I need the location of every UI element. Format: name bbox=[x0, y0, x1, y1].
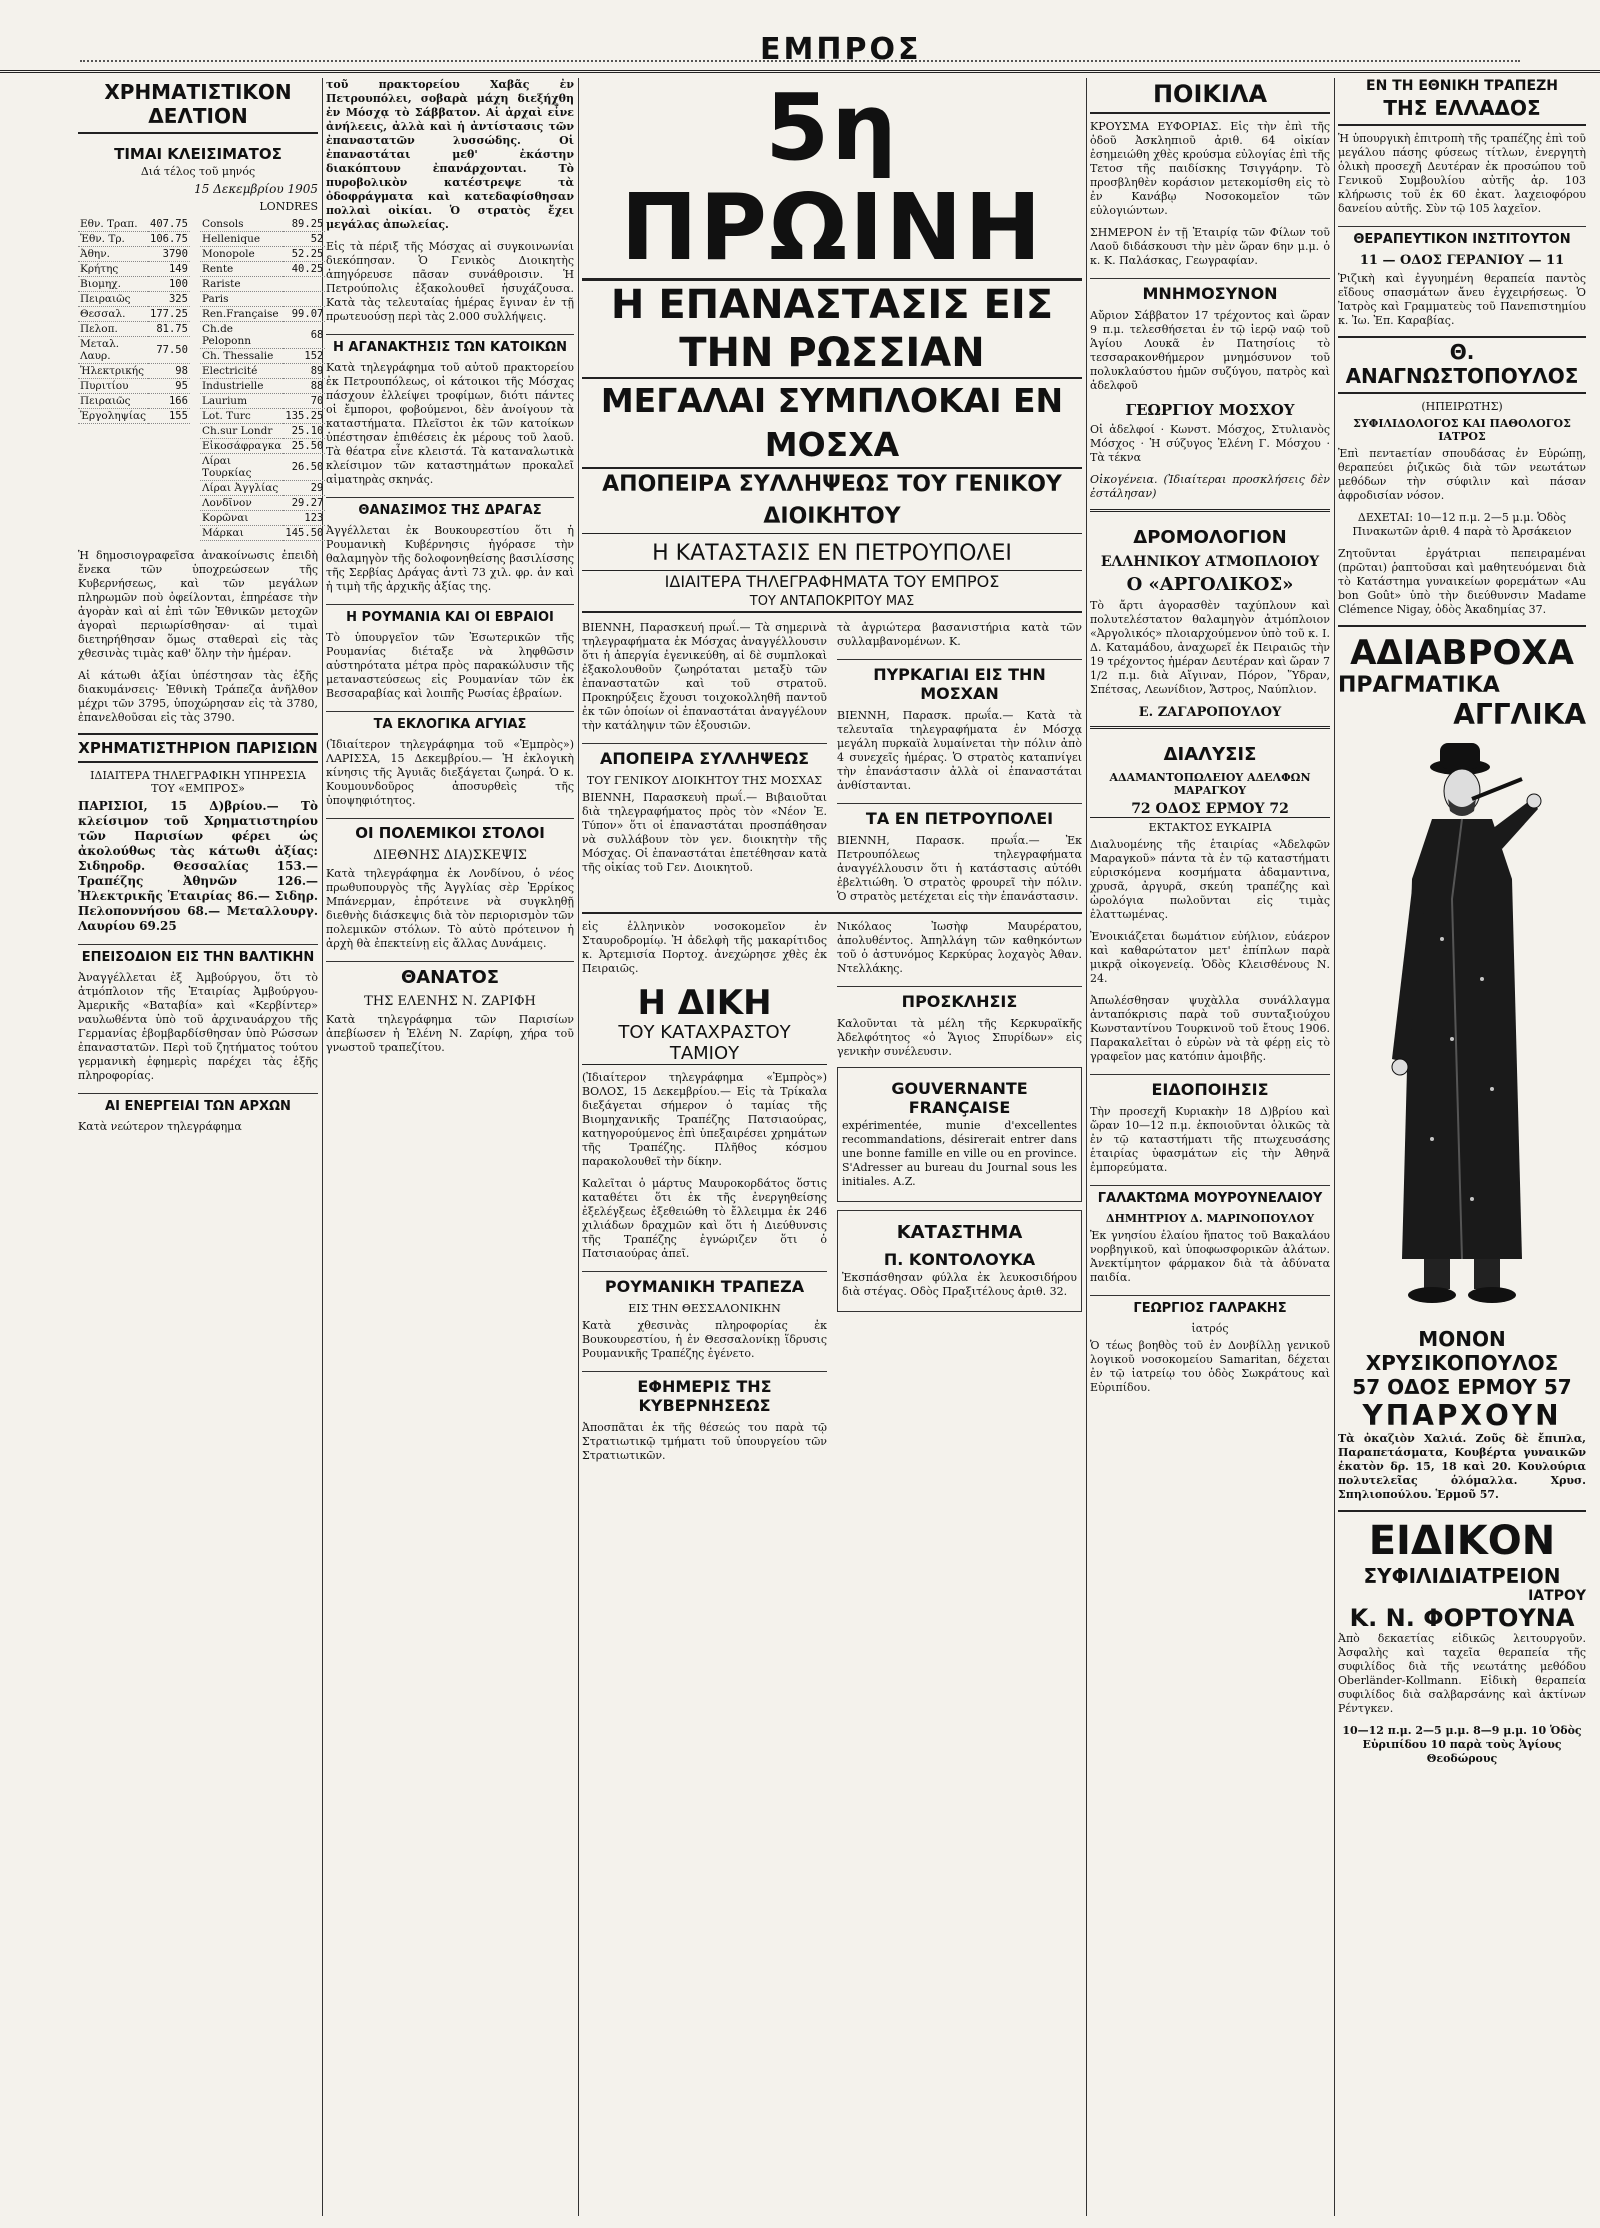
quote-name: Ἐθν. Τρ. bbox=[78, 232, 148, 247]
quote-row bbox=[200, 322, 325, 349]
quote-name: Λίραι Ἀγγλίας bbox=[200, 481, 283, 496]
memorial-end: Οἰκογένεια. (Ἰδιαίτεραι προσκλήσεις δὲν ἐστάλησαν) bbox=[1090, 473, 1330, 500]
gazette-body: Ἀποσπᾶται ἐκ τῆς θέσεώς του παρὰ τῷ Στρατιωτικῷ τμήματι τοῦ ὑπουργείου τῶν Στρατιωτικῶν. bbox=[582, 1421, 827, 1462]
quote-row bbox=[200, 496, 325, 511]
dissolution-heading: ΔΙΑΛΥΣΙΣ bbox=[1163, 744, 1257, 765]
quote-name: Βιομηχ. bbox=[78, 277, 148, 292]
institute-body: Ῥιζικὴ καὶ ἐγγυημένη θεραπεία παντὸς εἴδους σπασμάτων ἄνευ ἐγχειρήσεως. Ὁ Ἰατρὸς καὶ Γραμματεὺς τοῦ Πανεπιστημίου κ. Ἰω. Ἐπ. Καραβίας. bbox=[1338, 272, 1586, 327]
column-rule bbox=[578, 78, 579, 2216]
quote-value: 100 bbox=[148, 277, 190, 292]
coat-ad-body: Τὰ ὀκαζιὸν Χαλιά. Ζοῦς δὲ ἔπιπλα, Παραπετάσματα, Κουβέρτα γυναικῶν ἑκατὸν δρ. 15, 18 καὶ 20. Κουλούρια πολυτελεῖας ὁλόμαλλα. Χρυσ. Σπηλιοπούλου. Ἑρμοῦ 57. bbox=[1338, 1432, 1586, 1501]
milk-heading: ΓΑΛΑΚΤΩΜΑ ΜΟΥΡΟΥΝΕΛΑΙΟΥ bbox=[1090, 1185, 1330, 1206]
doctor-ad-heading: Θ. ΑΝΑΓΝΩΣΤΟΠΟΥΛΟΣ bbox=[1338, 336, 1586, 394]
quote-name: Ren.Française bbox=[200, 307, 283, 322]
quotes-left-table bbox=[78, 217, 190, 424]
quote-name: Θεσσαλ. bbox=[78, 307, 148, 322]
fire-body: ΒΙΕΝΝΗ, Παρασκ. πρωΐα.— Κατὰ τὰ τελευταῖα τηλεγραφήματα ἐν Μόσχᾳ μεγάλη πυρκαϊὰ λυμαίνεται τὴν πόλιν ἀπὸ 4 συνεχεῖς ἡμέρας. Ὁ στρατὸς καταπνίγει τὴν ἐπανάστασιν ἀλλὰ οἱ ἐπαναστάται ἀνθίστανται. bbox=[837, 709, 1082, 792]
divider bbox=[1090, 509, 1330, 512]
quote-value: 106.75 bbox=[150, 233, 188, 245]
quote-value: 81.75 bbox=[148, 322, 190, 337]
bourse-date: 15 Δεκεμβρίου 1905 bbox=[194, 182, 318, 196]
column-3 bbox=[582, 74, 1082, 2216]
quote-name: Λονδῖνον bbox=[200, 496, 283, 511]
lead-columns bbox=[582, 621, 1082, 912]
dissolution-tag: ΕΚΤΑΚΤΟΣ ΕΥΚΑΙΡΙΑ bbox=[1148, 821, 1272, 834]
agia-body: (Ἰδιαίτερον τηλεγράφημα τοῦ «Ἐμπρὸς») ΛΑΡΙΣΣΑ, 15 Δεκεμβρίου.— Ἡ ἐκλογικὴ κίνησις τῆς Ἀγυιᾶς διεξάγεται ζωηρά. Ὁ κ. Κουμουνδοῦρος ἀποσυρθεὶς τῆς ὑποψηφιότητος. bbox=[326, 738, 574, 807]
coat-ad-address: 57 ΟΔΟΣ ΕΡΜΟΥ 57 bbox=[1352, 1375, 1572, 1399]
memorial-name: ΓΕΩΡΓΙΟΥ ΜΟΣΧΟΥ bbox=[1125, 401, 1295, 419]
column-2 bbox=[326, 78, 574, 2216]
lead-deck: Η ΚΑΤΑΣΤΑΣΙΣ ΕΝ ΠΕΤΡΟΥΠΟΛΕΙ bbox=[582, 538, 1082, 571]
quote-row bbox=[200, 217, 325, 232]
authorities-heading: ΑΙ ΕΝΕΡΓΕΙΑΙ ΤΩΝ ΑΡΧΩΝ bbox=[78, 1093, 318, 1114]
quote-row bbox=[200, 379, 325, 394]
doctor-heading: ΓΕΩΡΓΙΟΣ ΓΑΛΡΑΚΗΣ bbox=[1090, 1295, 1330, 1316]
attempt-body: ΒΙΕΝΝΗ, Παρασκευὴ πρωΐ.— Βιβαιοῦται διὰ τηλεγραφήματος πρὸς τὸν «Νέον Ἐ. Τύπον» ὅτι οἱ ἐπαναστάται προσπάθησαν νὰ συλλάβουν τὸν γεν. διοικητὴν τῆς Μόσχας. Οἱ ἐπαναστάται ἐπετέθησαν κατὰ τῆς οἰκίας τοῦ Γεν. Διοικητοῦ. bbox=[582, 791, 827, 874]
misc-body: ΚΡΟΥΣΜΑ ΕΥΦΟΡΙΑΣ. Εἰς τὴν ἐπὶ τῆς ὁδοῦ Ἀσκληπιοῦ ἀριθ. 64 οἰκίαν ἐσημειώθη χθὲς κρούσμα εὐλογίας ἐπὶ τῆς Τετοσ τῆς παιδίσκης Τσιγγάρην. Τὸ προσβληθὲν κοράσιον μετεκομίσθη εἰς τὸ ἐν Κανάβῳ Νοσοκομεῖον τῶν εὐλογιώντων. bbox=[1090, 120, 1330, 217]
quote-name: Monopole bbox=[200, 247, 283, 262]
notices-body: Τὴν προσεχῆ Κυριακὴν 18 Δ)βρίου καὶ ὥραν 10—12 π.μ. ἐκποιοῦνται ὁλικῶς τὰ ἐν τῷ καταστήματι τῆς πτωχευσάσης ἑταιρίας ὑφασμάτων εἰς τὴν Ἀθηνᾶ ἐμπορεύματα. bbox=[1090, 1105, 1330, 1174]
quote-name: Κρήτης bbox=[78, 262, 148, 277]
clinic-body: Ἀπὸ δεκαετίας εἰδικῶς λειτουργοῦν. Ἀσφαλὴς καὶ ταχεῖα θεραπεία τῆς συφιλίδος διὰ τῆς νεωτάτης μεθόδου Oberländer-Kollmann. Εἰδικὴ θεραπεία συφιλίδος διὰ σαλβαρσάνης καὶ ἀκτίνων Ρέντγκεν. bbox=[1338, 1632, 1586, 1715]
column-5 bbox=[1338, 78, 1586, 2216]
quote-value: 29.27 bbox=[283, 496, 325, 511]
draga-heading: ΘΑΝΑΣΙΜΟΣ ΤΗΣ ΔΡΑΓΑΣ bbox=[326, 497, 574, 518]
bank-ad-heading: ΕΝ ΤΗ ΕΘΝΙΚΗ ΤΡΑΠΕΖΗ bbox=[1366, 78, 1558, 94]
quote-value: 40.25 bbox=[283, 262, 325, 277]
lead-body: ΒΙΕΝΝΗ, Παρασκευή πρωΐ.— Τὰ σημερινὰ τηλεγραφήματα ἐκ Μόσχας ἀναγγέλλουσιν ὅτι ἡ ἀπεργία ἐγενικεύθη, αἱ δὲ συμπλοκαὶ ἐξακολουθοῦν ζωηρόταται μεταξὺ τῶν ἐπαναστατῶν καὶ τοῦ στρατοῦ. Προκηρύξεις ἔχουσι τοιχοκολληθῆ παντοῦ ἐκ τῶν ὁποίων οἱ ἐπαναστάται ἀναγγέλουν τὴν κατάληψιν τῶν ἐξουσιῶν. bbox=[582, 621, 827, 732]
quote-value: 407.75 bbox=[150, 218, 188, 230]
quote-value: 26.50 bbox=[283, 454, 325, 481]
doctor-role: ἰατρός bbox=[1191, 1322, 1229, 1335]
quote-name: Ἠλεκτρικής bbox=[78, 364, 148, 379]
fleets-body: Κατὰ τηλεγράφημα ἐκ Λονδίνου, ὁ νέος πρωθυπουργὸς τῆς Ἀγγλίας σὲρ Ἐρρίκος Μπάνερμαν, ἐπρότεινε νὰ συγκληθῇ διεθνὴς διάσκεψις διὰ τὸν περιορισμὸν τῶν πολεμικῶν στόλων. Τὸ αὐτὸ πρότεινον ἠ ἀρχὴ θὰ ἐπεκτείνῃ εἰς ἄλλας Δυνάμεις. bbox=[326, 867, 574, 950]
quote-value: 177.25 bbox=[150, 308, 188, 320]
institute-address: 11 — ΟΔΟΣ ΓΕΡΑΝΙΟΥ — 11 bbox=[1359, 253, 1565, 268]
petersburg-heading: ΤΑ ΕΝ ΠΕΤΡΟΥΠΟΛΕΙ bbox=[837, 803, 1082, 828]
fire-heading: ΠΥΡΚΑΓΙΑΙ ΕΙΣ ΤΗΝ ΜΟΣΧΑΝ bbox=[837, 659, 1082, 703]
quote-value: 25.50 bbox=[283, 439, 325, 454]
quote-name: Πειραιῶς bbox=[78, 394, 148, 409]
quote-name: Κορῶναι bbox=[200, 511, 283, 526]
gouvernante-ad bbox=[837, 1067, 1082, 1202]
authorities-body: Κατὰ νεώτερον τηλεγράφημα bbox=[78, 1120, 242, 1133]
paris-subheading: ΙΔΙΑΙΤΕΡΑ ΤΗΛΕΓΡΑΦΙΚΗ ΥΠΗΡΕΣΙΑ ΤΟΥ «ΕΜΠΡΟΣ» bbox=[90, 769, 306, 795]
search-ad: Ζητοῦνται ἐργάτριαι πεπειραμέναι (πρῶται) ῥαπτοῦσαι καὶ μαθητευόμεναι διὰ τὸ Κατάστημα γυναικείων φορεμάτων «Au bon Goût» ὑπὸ τὴν διεύθυνσιν Madame Clémence Nigay, ὁδὸς Ἀκαδημίας 37. bbox=[1338, 547, 1586, 616]
news-body: Νικόλαος Ἰωσὴφ Μαυρέρατου, ἀπολυθέντος. Ἀπηλλάγη τῶν καθηκόντων τοῦ ὁ ἀστυνόμος Κερκύρας λοχαγὸς Ἀθαν. Ντελλάκης. bbox=[837, 920, 1082, 975]
petersburg-body: ΒΙΕΝΝΗ, Παρασκ. πρωΐα.— Ἐκ Πετρουπόλεως τηλεγραφήματα ἀναγγέλλουσιν ὅτι ἡ κατάστασις αὐτόθι ἐβελτιώθη. Ὁ στρατὸς φρουρεῖ τὴν πόλιν. Ὁ στρατὸς μετέχεται εἰς τὴν ἐπανάστασιν. bbox=[837, 834, 1082, 903]
quote-name: Πυριτίου bbox=[78, 379, 148, 394]
ship-agent: Ε. ΖΑΓΑΡΟΠΟΥΛΟΥ bbox=[1138, 705, 1282, 720]
quote-row bbox=[78, 292, 190, 307]
fleets-heading: ΟΙ ΠΟΛΕΜΙΚΟΙ ΣΤΟΛΟΙ bbox=[326, 818, 574, 842]
quote-value: 166 bbox=[148, 394, 190, 409]
quote-value bbox=[283, 292, 325, 307]
quote-name: Μεταλ. Λαυρ. bbox=[78, 337, 148, 364]
quote-value: 29 bbox=[283, 481, 325, 496]
bourse-note: Διά τέλος τοῦ μηνός bbox=[140, 165, 256, 178]
memorial-family: Οἱ ἀδελφοί · Κωνστ. Μόσχος, Στυλιανὸς Μόσχος · Ἡ σύζυγος Ἑλένη Γ. Μόσχου · Τὰ τέκνα bbox=[1090, 423, 1330, 464]
baltic-heading: ΕΠΕΙΣΟΔΙΟΝ ΕΙΣ ΤΗΝ ΒΑΛΤΙΚΗΝ bbox=[78, 944, 318, 965]
paris-heading: ΧΡΗΜΑΤΙΣΤΗΡΙΟΝ ΠΑΡΙΣΙΩΝ bbox=[78, 733, 318, 763]
quote-value: 95 bbox=[148, 379, 190, 394]
misc-heading: ΠΟΙΚΙΛΑ bbox=[1090, 78, 1330, 114]
quote-row bbox=[200, 277, 325, 292]
quote-value: 70 bbox=[283, 394, 325, 409]
quote-name: Λίραι Τουρκίας bbox=[200, 454, 283, 481]
death-heading: ΘΑΝΑΤΟΣ bbox=[326, 961, 574, 988]
quote-name: Electricité bbox=[200, 364, 283, 379]
draga-body: Ἀγγέλλεται ἐκ Βουκουρεστίου ὅτι ἡ Ρουμανικὴ Κυβέρνησις ἠγόρασε τὴν θαλαμηγὸν τῆς δολοφονηθείσης βασιλίσσης τῆς Σερβίας Δράγας ἀντὶ 73 χιλ. φρ. ἀν καὶ ἡ τιμὴ τῆς ἀρχικῆς ἀξίας της. bbox=[326, 524, 574, 593]
quote-row bbox=[78, 247, 190, 262]
quote-value: 123 bbox=[283, 511, 325, 526]
quote-value: 99.07 bbox=[283, 307, 325, 322]
quote-row bbox=[78, 394, 190, 409]
dissolution-address: 72 ΟΔΟΣ ΕΡΜΟΥ 72 bbox=[1090, 801, 1330, 818]
quote-name: Ἐργοληψίας bbox=[80, 410, 146, 422]
romania-body: Τὸ ὑπουργεῖον τῶν Ἐσωτερικῶν τῆς Ρουμανίας διέταξε νὰ ληφθῶσιν αὐστηρότατα μέτρα πρὸς παρακώλυσιν τῆς μεταναστεύσεως εἰς Ρουμανίαν τῶν ἐκ Βεσσαραβίας καὶ λοιπῆς Ρωσίας ἑβραίων. bbox=[326, 631, 574, 700]
quote-row bbox=[200, 394, 325, 409]
quote-row bbox=[200, 439, 325, 454]
ship-subheading: ΕΛΛΗΝΙΚΟΥ ΑΤΜΟΠΛΟΙΟΥ bbox=[1100, 554, 1320, 570]
attempt-subheading: ΤΟΥ ΓΕΝΙΚΟΥ ΔΙΟΙΚΗΤΟΥ ΤΗΣ ΜΟΣΧΑΣ bbox=[586, 774, 823, 787]
death-body: Κατὰ τηλεγράφημα τῶν Παρισίων ἀπεβίωσεν ἡ Ἑλένη Ν. Ζαρίφη, χήρα τοῦ γνωστοῦ τραπεζίτου. bbox=[326, 1013, 574, 1054]
column-4 bbox=[1090, 78, 1330, 2216]
quote-value bbox=[283, 277, 325, 292]
quote-value: 98 bbox=[148, 364, 190, 379]
clinic-name: Κ. Ν. ΦΟΡΤΟΥΝΑ bbox=[1349, 1604, 1575, 1632]
quote-name: Ch. Thessalie bbox=[200, 349, 283, 364]
quote-value: 68 bbox=[283, 322, 325, 349]
gentleman-in-coat-icon bbox=[1362, 739, 1562, 1319]
bourse-heading: ΧΡΗΜΑΤΙΣΤΙΚΟΝ ΔΕΛΤΙΟΝ bbox=[78, 78, 318, 134]
ship-name: Ο «ΑΡΓΟΛΙΚΟΣ» bbox=[1126, 574, 1294, 595]
quote-name: Μάρκαι bbox=[200, 526, 283, 541]
quote-row bbox=[200, 364, 325, 379]
ship-body: Τὸ ἄρτι ἀγορασθὲν ταχύπλουν καὶ πολυτελέστατον θαλαμηγὸν ἀτμόπλοιον «Ἀργολικός» πλοιαρχούμενον ὑπὸ τοῦ κ. Ι. Δ. Καταμάδου, ἀναχωρεῖ ἐκ Πειραιῶς τὴν 19 τρέχοντος ἡμέραν Δευτέραν καὶ ὥραν 7 1/2 π.μ. διὰ Αἴγιναν, Πόρον, Ὕδραν, Σπέτσας, Λεωνίδιον, Ἄστρος, Ναύπλιον. bbox=[1090, 599, 1330, 696]
institute-heading: ΘΕΡΑΠΕΥΤΙΚΟΝ ΙΝΣΤΙΤΟΥΤΟΝ bbox=[1338, 226, 1586, 247]
citizens-body: Κατὰ τηλεγράφημα τοῦ αὐτοῦ πρακτορείου ἐκ Πετρουπόλεως, οἱ κάτοικοι τῆς Μόσχας πάσχουν ἐλλείψει τροφίμων, διότι πάντες οἱ ἔμποροι, φοβούμενοι, δὲν ἀνοίγουν τὰ καταστήματα. Πλεῖστοι ἐκ τῶν κατοίκων ὑπέστησαν ἐπιθέσεις ἐκ μέρους τοῦ λαοῦ. Τὰ θέατρα εἶνε κλειστά. Τὰ καταναλωτικὰ κλείσιμον τῶν καταστημάτων προκαλεῖ αἱματηρὰς σκηνάς. bbox=[326, 361, 574, 486]
quote-row bbox=[200, 292, 325, 307]
dissolution-subheading: ΑΔΑΜΑΝΤΟΠΩΛΕΙΟΥ ΑΔΕΛΦΩΝ ΜΑΡΑΓΚΟΥ bbox=[1109, 771, 1311, 797]
bourse-body: Ἡ δημοσιογραφεῖσα ἀνακοίνωσις ἐπειδὴ ἔνεκα τῶν ὑποχρεώσεων τῆς Κυβερνήσεως, καὶ τῶν μεγάλων πληρωμῶν ποὺ ὀφείλονται, ἐπηρέασε τὴν ἀγορὰν καὶ αἱ ἐπὶ τῶν Ἐθνικῶν μετοχῶν ἀγοραὶ περιωρίσθησαν· αἱ τιμαὶ διετηρήθησαν ὅμως σταθεραὶ εἰς τὰς χθεσινὰς τιμὰς καθ' ὅλην τὴν ἡμέραν. bbox=[78, 549, 318, 660]
quote-value: 89 bbox=[283, 364, 325, 379]
quote-name: Hellenique bbox=[200, 232, 283, 247]
bourse-subheading: ΤΙΜΑΙ ΚΛΕΙΣΙΜΑΤΟΣ bbox=[114, 145, 282, 163]
notice-body: Καλοῦνται τὰ μέλη τῆς Κερκυραϊκῆς Ἀδελφότητος «ὁ Ἅγιος Σπυρίδων» εἰς γενικὴν συνέλευσιν. bbox=[837, 1017, 1082, 1058]
quote-value: 88 bbox=[283, 379, 325, 394]
clinic-subheading: ΣΥΦΙΛΙΔΙΑΤΡΕΙΟΝ bbox=[1363, 1564, 1561, 1588]
lead-deck: ΙΔΙΑΙΤΕΡΑ ΤΗΛΕΓΡΑΦΗΜΑΤΑ ΤΟΥ ΕΜΠΡΟΣ bbox=[664, 572, 1000, 591]
coat-ad-sub: ΑΓΓΛΙΚΑ bbox=[1453, 698, 1586, 731]
quote-row bbox=[200, 526, 325, 541]
shop-heading: ΚΑΤΑΣΤΗΜΑ bbox=[896, 1222, 1023, 1243]
bank-ad-body: Ἡ ὑπουργικὴ ἐπιτροπὴ τῆς τραπέζης ἐπὶ τοῦ μεγάλου πάσης φύσεως τίτλων, ἐνεργητὴ ὁλικὴ προσεχῆ Δευτέραν ἐκ προσώπου τοῦ Γενικοῦ Συμβουλίου αὐτῆς ἀρ. 103 κλήρωσις τοῦ ἐκ 60 ἐκατ. λαχειοφόρου δανείου αὐτῆς. Σὺν τῷ 105 λαχεῖον. bbox=[1338, 132, 1586, 215]
quote-value: 149 bbox=[148, 262, 190, 277]
quote-name: Paris bbox=[200, 292, 283, 307]
death-subheading: ΤΗΣ ΕΛΕΝΗΣ Ν. ΖΑΡΙΦΗ bbox=[364, 994, 536, 1009]
lead-deck: ΜΕΓΑΛΑΙ ΣΥΜΠΛΟΚΑΙ ΕΝ ΜΟΣΧΑ bbox=[582, 379, 1082, 469]
quote-name: Industrielle bbox=[200, 379, 283, 394]
trial-body: (Ἰδιαίτερον τηλεγράφημα «Ἐμπρὸς») ΒΟΛΟΣ, 15 Δεκεμβρίου.— Εἰς τὰ Τρίκαλα διεξάγεται σήμερον ὁ ταμίας τῆς Βιομηχανικῆς Τραπέζης Πατσιαούρας, κατηγορούμενος ἐπὶ ὑπεξαιρέσει χρημάτων τῆς Τραπέζης. Πλῆθος κόσμου παρακολουθεῖ τὴν δίκην. bbox=[582, 1071, 827, 1168]
quote-row bbox=[200, 424, 325, 439]
milk-subheading: ΔΗΜΗΤΡΙΟΥ Δ. ΜΑΡΙΝΟΠΟΥΛΟΥ bbox=[1105, 1212, 1315, 1225]
doctor-body: Ὁ τέως βοηθὸς τοῦ ἐν Δονβίλλῃ γενικοῦ λογικοῦ νοσοκομείου Samaritan, δέχεται ἐν τῷ ἰατρείῳ του ὁδὸς Σωκράτους καὶ Εὐριπίδου. bbox=[1090, 1339, 1330, 1394]
rent-body: Ἐνοικιάζεται δωμάτιον εὐήλιον, εὐάερον καὶ καθαρώτατον μετ' ἐπίπλων παρὰ μικρᾷ οἰκογενείᾳ. Ὁδὸς Κλεισθένους Ν. 24. bbox=[1090, 930, 1330, 985]
gazette-heading: ΕΦΗΜΕΡΙΣ ΤΗΣ ΚΥΒΕΡΝΗΣΕΩΣ bbox=[582, 1371, 827, 1415]
citizens-heading: Η ΑΓΑΝΑΚΤΗΣΙΣ ΤΩΝ ΚΑΤΟΙΚΩΝ bbox=[326, 334, 574, 355]
quote-row bbox=[78, 307, 190, 322]
quote-name: Ch.de Peloponn bbox=[200, 322, 283, 349]
memorial-heading: ΜΝΗΜΟΣΥΝΟΝ bbox=[1090, 278, 1330, 303]
trial-subheading: ΤΟΥ ΚΑΤΑΧΡΑΣΤΟΥ ΤΑΜΙΟΥ bbox=[582, 1022, 827, 1065]
moscow-article: τοῦ πρακτορείου Χαβᾶς ἐν Πετρουπόλει, σοβαρὰ μάχη διεξήχθη ἐν Μόσχᾳ τὸ Σάββατον. Αἱ ἀρχαὶ εἶνε ἀνήλεεις, ἀλλὰ καὶ ἡ ἀντίστασις τῶν ἐπαναστατῶν λυσσώδης. Οἱ ἐπαναστάται μεθ' ἐκάστην διακόπτουν ἐπανάρχονται. Τὸ πυροβολικὸν κατέστρεψε τὰ ὀδοφράγματα καὶ κατεδαφίσθησαν πολλαὶ οἰκίαι. Ὁ στρατὸς ἔχει μεγάλας ἀπωλείας. bbox=[326, 78, 574, 231]
dissolution-body: Διαλυομένης τῆς ἑταιρίας «Ἀδελφῶν Μαραγκοῦ» πάντα τὰ ἐν τῷ καταστήματι εὑρισκόμενα κοσμήματα ἀδαμαντινα, χρυσᾶ, ἀργυρᾶ, σκεύη τραπέζης καὶ ὡρολόγια πωλοῦνται εἰς τιμὰς ἐλαττωμένας. bbox=[1090, 838, 1330, 921]
quote-name: Laurium bbox=[200, 394, 283, 409]
quote-row bbox=[78, 364, 190, 379]
quote-name: Εἰκοσάφραγκα bbox=[201, 440, 282, 452]
quote-name: Ch.sur Londr bbox=[200, 424, 283, 439]
column-rule bbox=[1086, 78, 1087, 2216]
quote-row bbox=[78, 409, 190, 424]
milk-body: Ἐκ γνησίου ἐλαίου ἥπατος τοῦ Βακαλάου νορβηγικοῦ, καὶ ὑποφωσφορικῶν ἀλάτων. Ἀνεκτίμητον φάρμακον διὰ τὰ ἀδύνατα παιδία. bbox=[1090, 1229, 1330, 1284]
clinic-heading: ΕΙΔΙΚΟΝ bbox=[1338, 1510, 1586, 1564]
agia-heading: ΤΑ ΕΚΛΟΓΙΚΑ ΑΓΥΙΑΣ bbox=[326, 711, 574, 732]
coat-ad-sub: ΠΡΑΓΜΑΤΙΚΑ bbox=[1338, 673, 1500, 698]
quote-row bbox=[200, 481, 325, 496]
shop-name: Π. ΚΟΝΤΟΛΟΥΚΑ bbox=[883, 1250, 1036, 1269]
quote-row bbox=[78, 337, 190, 364]
quote-value: 52 bbox=[283, 232, 325, 247]
quote-row bbox=[200, 247, 325, 262]
quote-value: 89.25 bbox=[283, 217, 325, 232]
quote-tables bbox=[78, 217, 324, 549]
lead-deck: ΑΠΟΠΕΙΡΑ ΣΥΛΛΗΨΕΩΣ ΤΟΥ ΓΕΝΙΚΟΥ ΔΙΟΙΚΗΤΟΥ bbox=[582, 469, 1082, 534]
clinic-hours: 10—12 π.μ. 2—5 μ.μ. 8—9 μ.μ. 10 Ὁδὸς Εὐριπίδου 10 παρὰ τοὺς Ἁγίους Θεοδώρους bbox=[1342, 1724, 1582, 1765]
quote-row bbox=[200, 409, 325, 424]
notices-heading: ΕΙΔΟΠΟΙΗΣΙΣ bbox=[1090, 1074, 1330, 1099]
paris-body: ΠΑΡΙΣΙΟΙ, 15 Δ)βρίου.— Τὸ κλείσιμον τοῦ Χρηματιστηρίου τῶν Παρισίων φέρει ὡς ἀκολούθως τὰς κάτωθι ἀξίας: Σιδηροδρ. Θεσσαλίας 153.— Τραπέζης Ἀθηνῶν 126.— Ἠλεκτρικῆς Ἑταιρίας 86.— Σιδηρ. Πελοποννήσου 68.— Μεταλλουργ. Λαυρίου 69.25 bbox=[78, 799, 318, 933]
quote-value: 145.50 bbox=[285, 527, 324, 539]
column-1 bbox=[78, 78, 324, 2216]
news-body: εἰς ἑλληνικὸν νοσοκομεῖον ἐν Σταυροδρομίῳ. Ἡ ἀδελφὴ τῆς μακαρίτιδος κ. Ἀρτεμισία Πορτοχ. ἀνεχώρησε χθὲς ἐκ Πειραιῶς. bbox=[582, 920, 827, 975]
quote-name: Εθν. Τραπ. bbox=[78, 217, 148, 232]
quote-value: 135.25 bbox=[285, 410, 324, 422]
lost-body: Ἀπωλέσθησαν ψυχὰλλα συνάλλαγμα ἀνταπόκρισις παρὰ τοῦ συνταξιούχου Κωνσταντίνου Τουρκινοῦ τοῦ ἔτους 1906. Παρακαλεῖται ὁ εὑρὼν νὰ τὰ φέρῃ εἰς τὸ γραφεῖον μας κατόπιν ἀμοιβῆς. bbox=[1090, 994, 1330, 1063]
romania-heading: Η ΡΟΥΜΑΝΙΑ ΚΑΙ ΟΙ ΕΒΡΑΙΟΙ bbox=[326, 604, 574, 625]
attempt-heading: ΑΠΟΠΕΙΡΑ ΣΥΛΛΗΨΕΩΣ bbox=[582, 743, 827, 768]
quote-name: Rente bbox=[200, 262, 283, 277]
trial-body: Καλεῖται ὁ μάρτυς Μαυροκορδάτος ὅστις καταθέτει ὅτι ἐκ τῆς ἐνεργηθείσης ἐξελέγξεως ἐξεθειώθη τὸ ἔλλειμμα ἐκ 246 χιλιάδων δραχμῶν καὶ ὅτι ἡ Διεύθυνσις τῆς Τραπέζης ἐγνώριζεν ὅτι ὁ Πατσιαούρας ἀπεῖ. bbox=[582, 1177, 827, 1260]
quotes-right-table bbox=[200, 217, 325, 541]
notice-heading: ΠΡΟΣΚΛΗΣΙΣ bbox=[837, 986, 1082, 1011]
quote-row bbox=[78, 262, 190, 277]
coat-ad-only: ΜΟΝΟΝ ΧΡΥΣΙΚΟΠΟΥΛΟΣ bbox=[1365, 1327, 1559, 1375]
quote-row bbox=[78, 232, 190, 247]
doctor-ad-origin: (ΗΠΕΙΡΩΤΗΣ) bbox=[1421, 400, 1503, 413]
ship-heading: ΔΡΟΜΟΛΟΓΙΟΝ bbox=[1133, 527, 1287, 548]
quote-value: 25.10 bbox=[283, 424, 325, 439]
shop-body: Ἐκσπάσθησαν φύλλα ἐκ λευκοσιδήρου διὰ στέγας. Οδὸς Πραξιτέλους ἀριθ. 32. bbox=[842, 1271, 1077, 1298]
quote-name: Πελοπ. bbox=[78, 322, 148, 337]
quote-name: Rariste bbox=[200, 277, 283, 292]
trial-heading: Η ΔΙΚΗ bbox=[637, 983, 772, 1023]
bank-heading: ΡΟΥΜΑΝΙΚΗ ΤΡΑΠΕΖΑ bbox=[582, 1271, 827, 1296]
quote-value: 155 bbox=[148, 409, 190, 424]
london-label: LONDRES bbox=[259, 200, 318, 213]
fleets-subheading: ΔΙΕΘΝΗΣ ΔΙΑ)ΣΚΕΨΙΣ bbox=[373, 848, 527, 863]
masthead bbox=[0, 0, 1600, 73]
quote-row bbox=[200, 349, 325, 364]
quote-value: 52.25 bbox=[283, 247, 325, 262]
quote-row bbox=[200, 454, 325, 481]
lead-body: τὰ ἀγριώτερα βασανιστήρια κατὰ τῶν συλλαμβανομένων. Κ. bbox=[837, 621, 1082, 648]
lead-kicker: 5η ΠΡΩΙΝΗ bbox=[582, 78, 1082, 281]
shop-ad bbox=[837, 1210, 1082, 1312]
memorial-body: Αὔριον Σάββατον 17 τρέχοντος καὶ ὥραν 9 π.μ. τελεσθήσεται ἐν τῷ ἱερῷ ναῷ τοῦ Ἁγίου Λουκᾶ ἐν Πατησίοις τὸ τεσσαρακονθήμερον μνημόσυνον τοῦ πολυκλαύστου ἡμῶν συζύγου, πατρὸς καὶ ἀδελφοῦ bbox=[1090, 309, 1330, 392]
quote-row bbox=[200, 232, 325, 247]
quote-name: Πειραιῶς bbox=[78, 292, 148, 307]
newspaper-title: ΕΜΠΡΟΣ bbox=[760, 32, 922, 67]
quote-name: Lot. Turc bbox=[200, 409, 283, 424]
gouvernante-heading: GOUVERNANTE FRANÇAISE bbox=[891, 1079, 1028, 1117]
moscow-article: Εἰς τὰ πέριξ τῆς Μόσχας αἱ συγκοινωνίαι διεκόπησαν. Ὁ Γενικὸς Διοικητὴς ἀπηγόρευσε πᾶσαν συνάθροισιν. Ἡ Πετρούπολις ἐξακολουθεῖ ἡσυχάζουσα. Κατὰ τὰς τελευταίας ἡμέρας ἔγιναν ἐν τῇ πρωτευούσῃ περὶ τὰς 2.000 συλλήψεις. bbox=[326, 240, 574, 323]
lower-columns bbox=[582, 912, 1082, 1471]
quote-value: 325 bbox=[148, 292, 190, 307]
quote-row bbox=[78, 277, 190, 292]
quote-name: Ἀθην. bbox=[78, 247, 148, 262]
coat-ad-heading: ΑΔΙΑΒΡΟΧΑ bbox=[1338, 625, 1586, 673]
quote-name: Consols bbox=[200, 217, 283, 232]
quote-value: 152 bbox=[283, 349, 325, 364]
lead-deck: ΤΟΥ ΑΝΤΑΠΟΚΡΙΤΟΥ ΜΑΣ bbox=[582, 593, 1082, 613]
quote-row bbox=[78, 322, 190, 337]
bank-ad-subheading: ΤΗΣ ΕΛΛΑΔΟΣ bbox=[1338, 94, 1586, 126]
doctor-ad-role: ΣΥΦΙΛΙΔΟΛΟΓΟΣ ΚΑΙ ΠΑΘΟΛΟΓΟΣ ΙΑΤΡΟΣ bbox=[1353, 417, 1571, 443]
quote-row bbox=[78, 217, 190, 232]
coat-figure-illustration bbox=[1362, 739, 1562, 1319]
quote-row bbox=[200, 511, 325, 526]
bourse-body: Αἱ κάτωθι ἀξίαι ὑπέστησαν τὰς ἑξῆς διακυμάνσεις· Ἐθνικὴ Τράπεζα ἀνῆλθον μέχρι τῶν 3795, ὑποχώρησαν εἰς τὰ 3780, ἐπανελθοῦσαι εἰς τὰς 3790. bbox=[78, 669, 318, 724]
gouvernante-body: expérimentée, munie d'excellentes recommandations, désirerait entrer dans une bonne famille en ville ou en province. S'Adresser au bureau du Journal sous les initiales. A.Z. bbox=[842, 1119, 1077, 1188]
misc-body: ΣΗΜΕΡΟΝ ἐν τῇ Ἑταιρίᾳ τῶν Φίλων τοῦ Λαοῦ διδάσκουσι τὴν μὲν ὥραν 6ην μ.μ. ὁ κ. Κ. Παλάσκας, Γεωγραφίαν. bbox=[1090, 226, 1330, 267]
quote-row bbox=[78, 379, 190, 394]
lead-headline: Η ΕΠΑΝΑΣΤΑΣΙΣ ΕΙΣ ΤΗΝ ΡΩΣΣΙΑΝ bbox=[582, 281, 1082, 379]
doctor-ad-body: Ἐπὶ πεντaετίαν σπουδάσας ἐν Εὐρώπῃ, θεραπεύει ῥιζικῶς διὰ τῶν νεωτάτων μεθόδων τὴν σύφιλιν καὶ πάσαν ἀφροδισίαν νόσον. bbox=[1338, 447, 1586, 502]
bank-subheading: ΕΙΣ ΤΗΝ ΘΕΣΣΑΛΟΝΙΚΗΝ bbox=[628, 1302, 781, 1315]
quote-value: 3790 bbox=[148, 247, 190, 262]
doctor-ad-hours: ΔΕΧΕΤΑΙ: 10—12 π.μ. 2—5 μ.μ. Ὁδὸς Πινακωτῶν ἀριθ. 4 παρὰ τὸ Ἀρσάκειον bbox=[1352, 511, 1572, 538]
quote-value: 77.50 bbox=[148, 337, 190, 364]
quote-row bbox=[200, 307, 325, 322]
baltic-body: Ἀναγγέλλεται ἐξ Ἀμβούργου, ὅτι τὸ ἀτμόπλοιον τῆς Ἑταιρίας Ἀμβούργου-Ἀμερικῆς «Βαταβία» καὶ «Κερβίντερ» ναυλωθέντα ὑπὸ τοῦ ἀρχιναυάρχου τῆς Γερμανίας ἐβομβαρδίσθησαν ὑπὸ Ρώσσων ἐπαναστατῶν. Περὶ τοῦ ζητήματος τούτου γερμανικὴ ἐφημερὶς παρέχει τὰς ἑξῆς πληροφορίας. bbox=[78, 971, 318, 1082]
bank-body: Κατὰ χθεσινὰς πληροφορίας ἐκ Βουκουρεστίου, ἡ ἐν Θεσσαλονίκῃ ἵδρυσις Ρουμανικῆς Τραπέζης ἐγένετο. bbox=[582, 1319, 827, 1360]
divider bbox=[1090, 726, 1330, 729]
quote-row bbox=[200, 262, 325, 277]
column-rule bbox=[1334, 78, 1335, 2216]
clinic-role: ΙΑΤΡΟΥ bbox=[1528, 1588, 1586, 1604]
coat-ad-exist: ΥΠΑΡΧΟΥΝ bbox=[1362, 1399, 1562, 1432]
